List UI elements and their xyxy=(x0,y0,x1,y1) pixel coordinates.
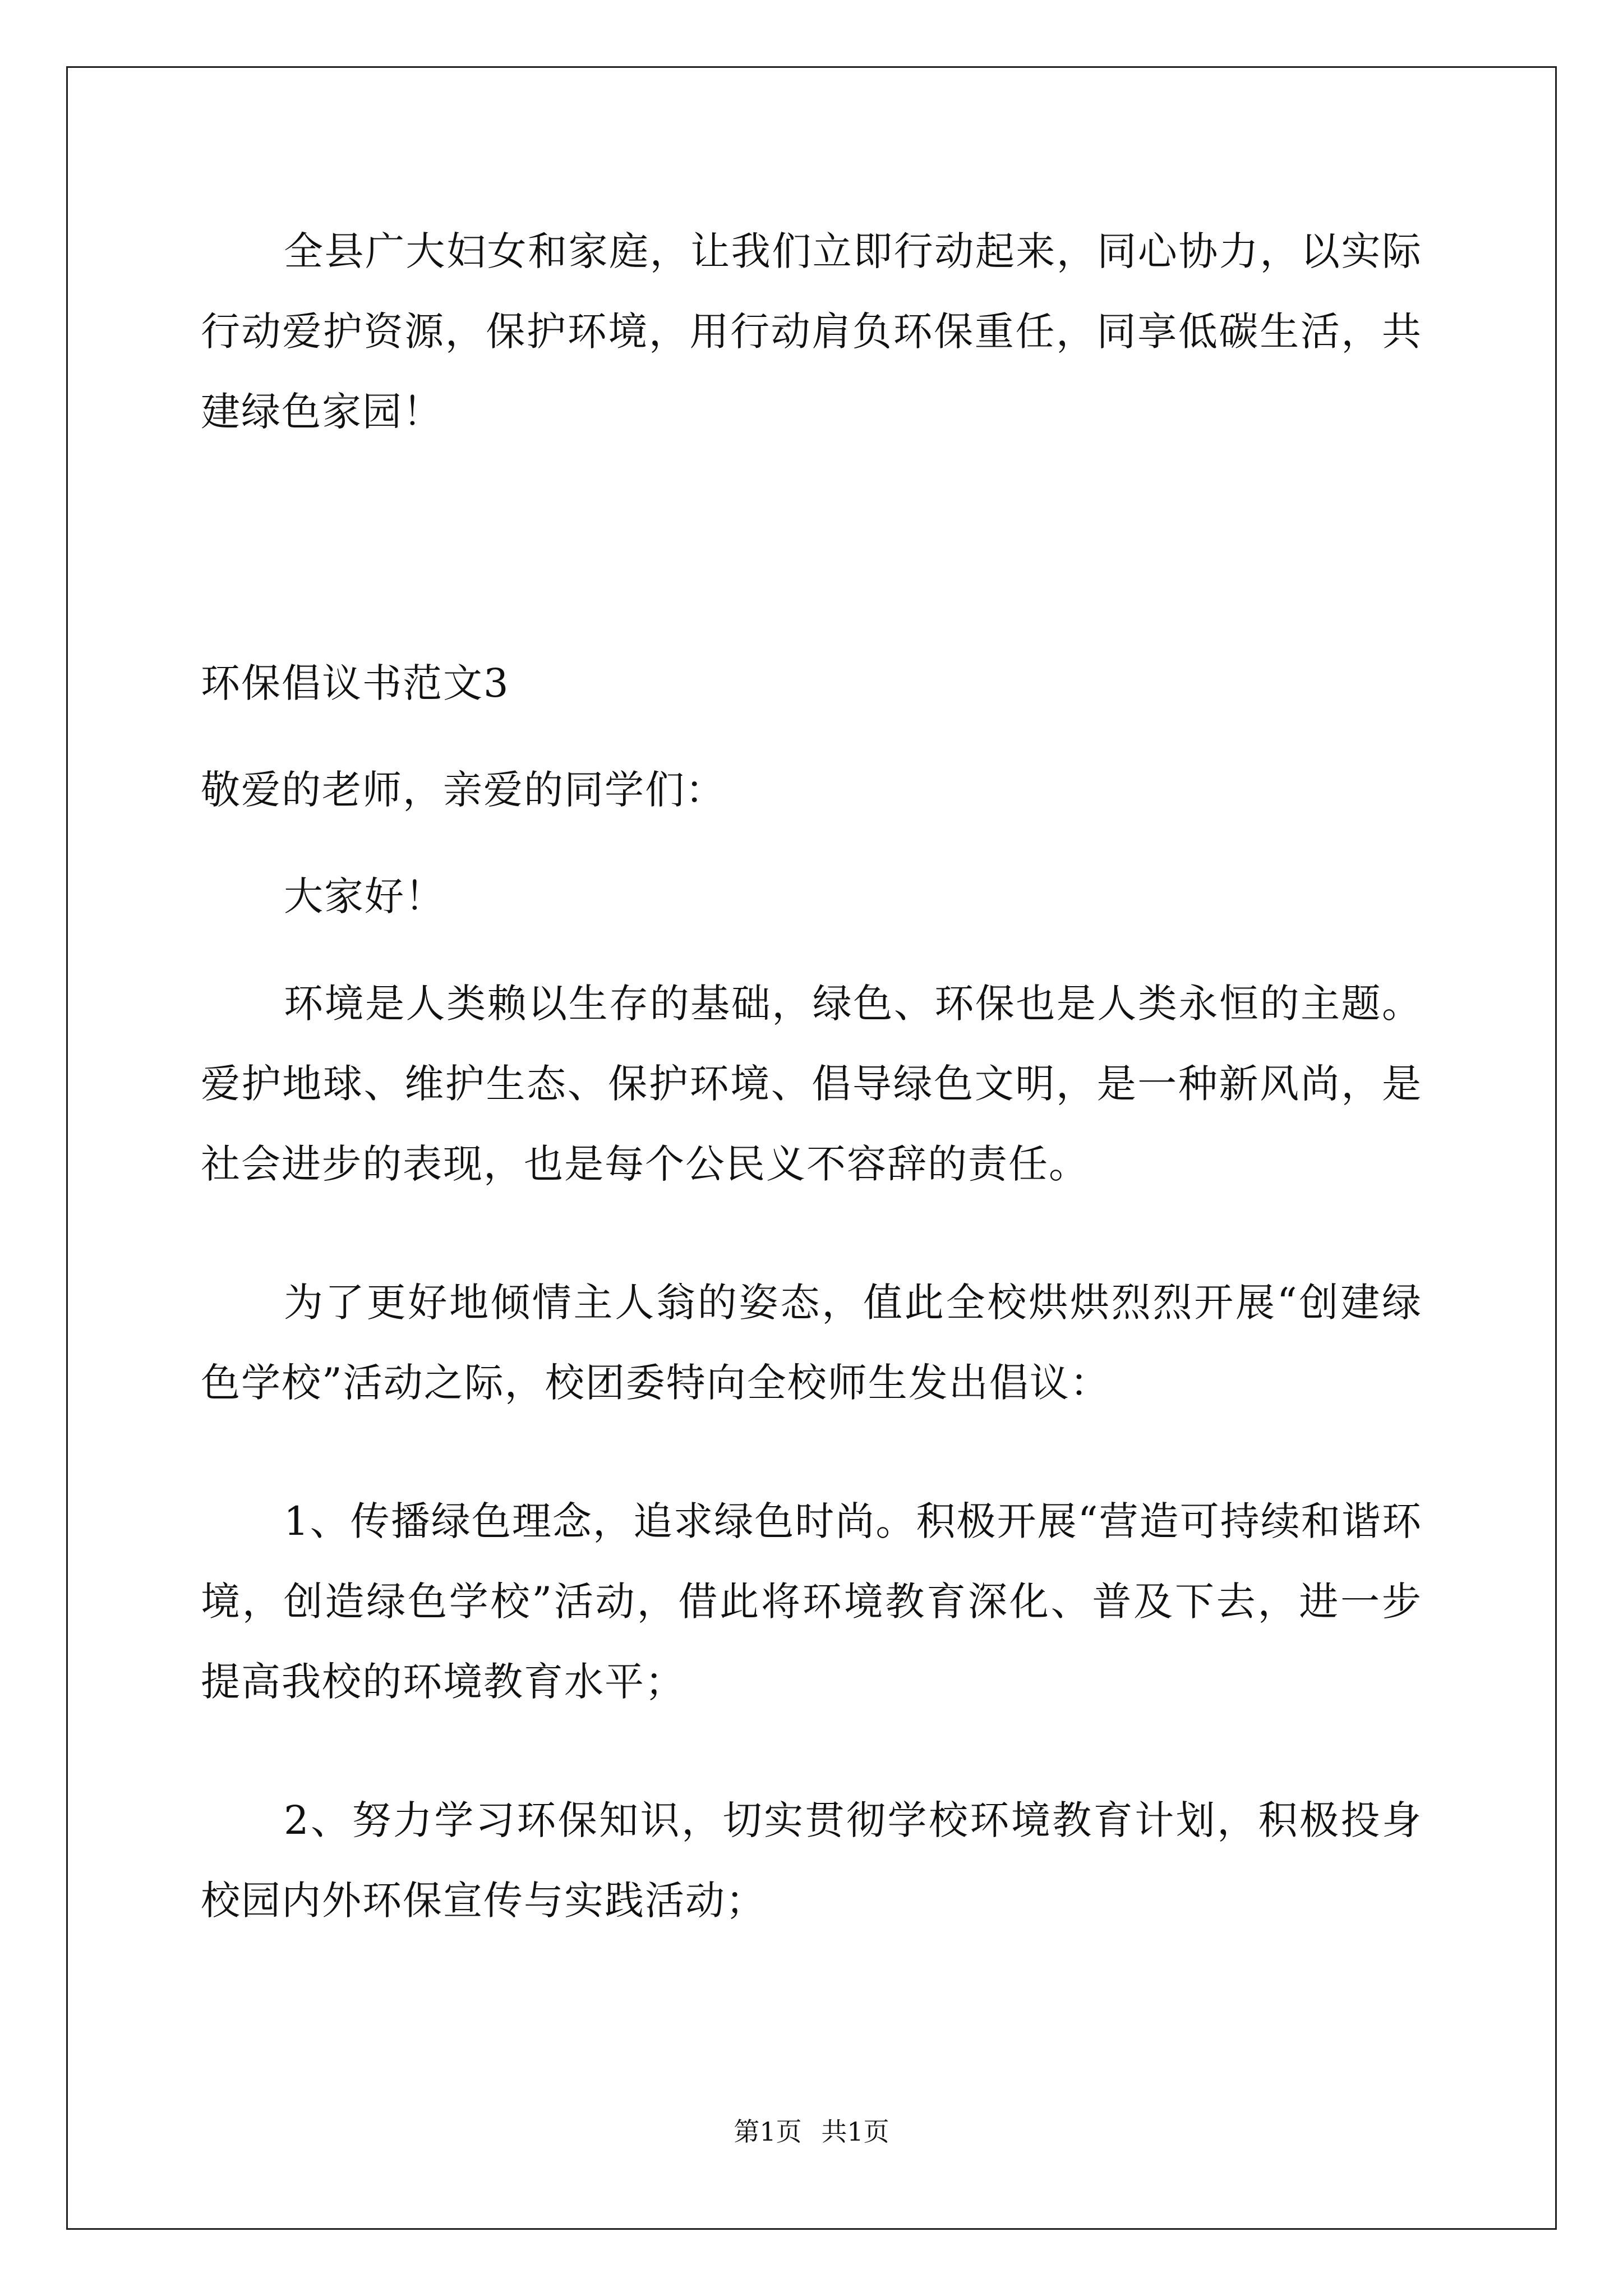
total-pages: 共1页 xyxy=(821,2116,889,2147)
paragraph-initiative-intro: 为了更好地倾情主人翁的姿态，值此全校烘烘烈烈开展“创建绿色学校”活动之际，校团委特向全校师生发出倡议： xyxy=(201,1280,1422,1406)
list-item-1: 1、传播绿色理念，追求绿色时尚。积极开展“营造可持续和谐环境，创造绿色学校”活动，借此将环境教育深化、普及下去，进一步提高我校的环境教育水平； xyxy=(201,1498,1422,1705)
greeting: 大家好！ xyxy=(284,873,445,919)
paragraph-closing-appeal: 全县广大妇女和家庭，让我们立即行动起来，同心协力，以实际行动爱护资源，保护环境，用行动肩负环保重任，同享低碳生活，共建绿色家园！ xyxy=(201,228,1422,435)
paragraph-environment: 环境是人类赖以生存的基础，绿色、环保也是人类永恒的主题。爱护地球、维护生态、保护环境、倡导绿色文明，是一种新风尚，是社会进步的表现，也是每个公民义不容辞的责任。 xyxy=(201,981,1422,1187)
list-item-2: 2、努力学习环保知识，切实贯彻学校环境教育计划，积极投身校园内外环保宣传与实践活动； xyxy=(201,1797,1422,1924)
section-title: 环保倡议书范文3 xyxy=(201,660,510,706)
salutation: 敬爱的老师，亲爱的同学们： xyxy=(201,767,726,813)
page-number: 第1页 xyxy=(734,2116,802,2147)
page-footer xyxy=(0,2115,1623,2148)
